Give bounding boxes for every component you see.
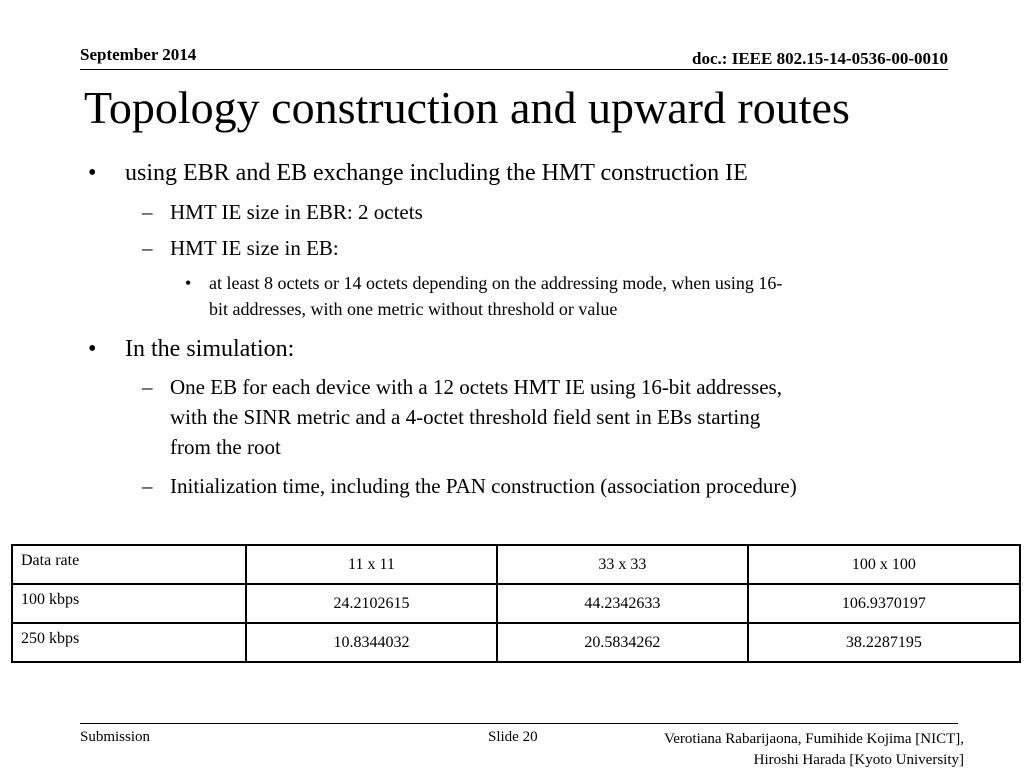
sub-bullet-text: One EB for each device with a 12 octets HMT IE using 16-bit addresses, [170, 375, 782, 399]
table-cell: 20.5834262 [497, 623, 748, 662]
table-row-label: 250 kbps [12, 623, 246, 662]
table-row [12, 623, 1020, 662]
table-row [12, 584, 1020, 623]
footer-slide-number: Slide 20 [488, 729, 538, 745]
slide-title: Topology construction and upward routes [84, 82, 850, 133]
header-doc-id: doc.: IEEE 802.15-14-0536-00-0010 [692, 49, 948, 68]
header-rule [80, 69, 948, 70]
table-header-cell: 11 x 11 [246, 545, 497, 584]
bullet-dot-icon: • [88, 336, 97, 362]
dash-icon: – [142, 200, 153, 224]
sub-sub-bullet-text: at least 8 octets or 14 octets depending on the addressing mode, when using 16- [209, 273, 783, 293]
table-header-cell: Data rate [12, 545, 246, 584]
footer-authors-line: Hiroshi Harada [Kyoto University] [753, 752, 964, 768]
header-date: September 2014 [80, 45, 197, 64]
dash-icon: – [142, 474, 153, 498]
table-header-cell: 33 x 33 [497, 545, 748, 584]
table-cell: 10.8344032 [246, 623, 497, 662]
table-cell: 24.2102615 [246, 584, 497, 623]
table-cell: 44.2342633 [497, 584, 748, 623]
dash-icon: – [142, 236, 153, 260]
sub-bullet-text: HMT IE size in EBR: 2 octets [170, 200, 423, 224]
dash-icon: – [142, 375, 153, 399]
footer-authors-line: Verotiana Rabarijaona, Fumihide Kojima [NICT], [664, 731, 964, 747]
sub-bullet-text: from the root [170, 435, 281, 459]
footer-authors [664, 729, 964, 771]
footer-submission: Submission [80, 729, 151, 745]
bullet-text: In the simulation: [125, 336, 295, 362]
sub-bullet-text: with the SINR metric and a 4-octet threshold field sent in EBs starting [170, 405, 761, 429]
table-cell: 38.2287195 [748, 623, 1020, 662]
bullet-dot-icon: • [185, 273, 192, 293]
results-table [11, 544, 1021, 663]
table-row-label: 100 kbps [12, 584, 246, 623]
bullet-text: using EBR and EB exchange including the HMT construction IE [125, 160, 748, 186]
footer-rule [80, 723, 958, 724]
sub-bullet-text: Initialization time, including the PAN construction (association procedure) [170, 474, 797, 498]
sub-bullet-text: HMT IE size in EB: [170, 236, 339, 260]
bullet-dot-icon: • [88, 160, 97, 186]
table-header-row [12, 545, 1020, 584]
table-cell: 106.9370197 [748, 584, 1020, 623]
sub-sub-bullet-text: bit addresses, with one metric without threshold or value [209, 299, 618, 319]
table-header-cell: 100 x 100 [748, 545, 1020, 584]
